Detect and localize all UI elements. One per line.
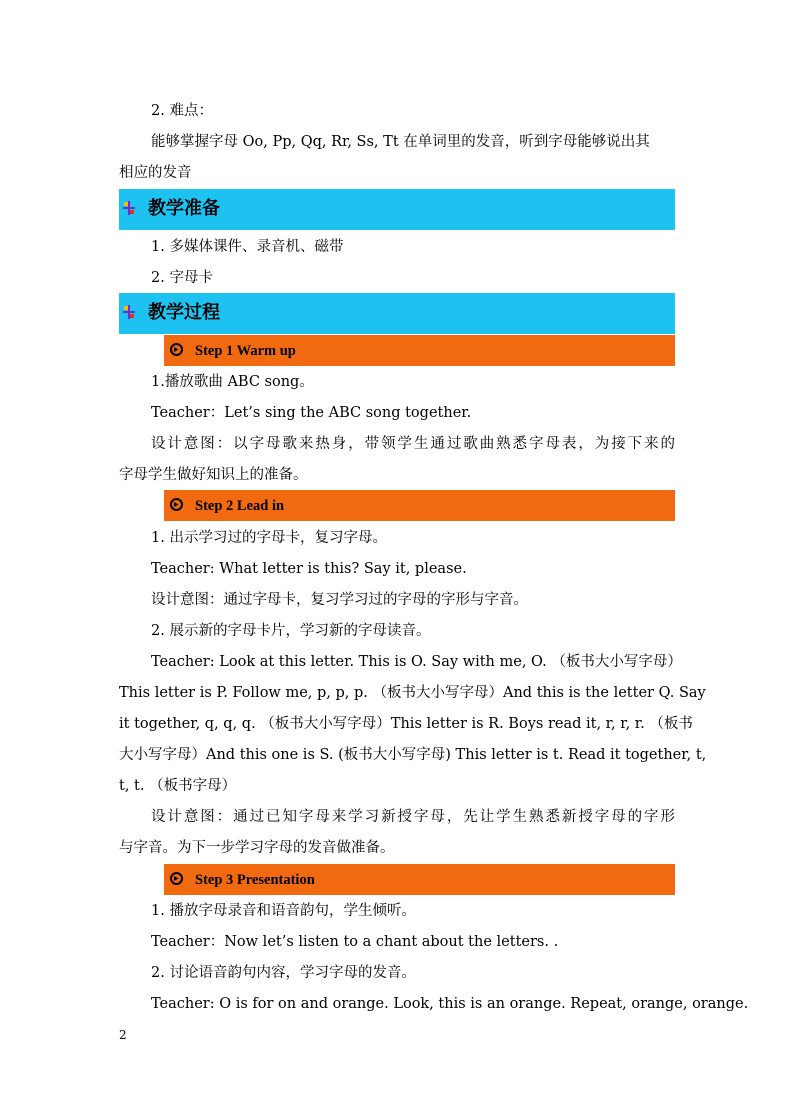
paragraph-line: 能够掌握字母 Oo, Pp, Qq, Rr, Ss, Tt 在单词里的发音，听到字母能够说出其: [151, 134, 650, 150]
circle-arrow-icon: [170, 343, 183, 356]
step-title: Step 1 Warm up: [195, 343, 296, 359]
circle-arrow-icon: [170, 498, 183, 511]
paragraph-line: Teacher：Let’s sing the ABC song together.: [151, 405, 472, 421]
page-number: 2: [119, 1028, 127, 1042]
step-heading-1: [164, 335, 675, 366]
paragraph-line: it together, q, q, q. （板书大小写字母）This letter is R. Boys read it, r, r, r. （板书: [119, 716, 693, 732]
paragraph-line: Teacher: What letter is this? Say it, please.: [151, 561, 467, 577]
paragraph-line: 1.播放歌曲 ABC song。: [151, 374, 314, 390]
paragraph-line: 字母学生做好知识上的准备。: [119, 467, 308, 483]
section-title: 教学过程: [148, 302, 220, 323]
bullet-marker-icon: [123, 201, 135, 215]
paragraph-line: 2. 讨论语音韵句内容，学习字母的发音。: [151, 965, 416, 981]
paragraph-line: 1. 多媒体课件、录音机、磁带: [151, 239, 344, 255]
paragraph-line: 设计意图：通过字母卡，复习学习过的字母的字形与字音。: [151, 592, 528, 608]
paragraph-line: 1. 播放字母录音和语音韵句，学生倾听。: [151, 903, 416, 919]
paragraph-line: This letter is P. Follow me, p, p, p. （板书大小写字母）And this is the letter Q. Say: [119, 685, 706, 701]
paragraph-line: 2. 字母卡: [151, 270, 213, 286]
step-title: Step 3 Presentation: [195, 872, 315, 888]
circle-arrow-icon: [170, 872, 183, 885]
paragraph-line: 设计意图：通过已知字母来学习新授字母，先让学生熟悉新授字母的字形: [151, 809, 675, 825]
section-title: 教学准备: [148, 198, 220, 219]
paragraph-line: 大小写字母）And this one is S. (板书大小写字母) This letter is t. Read it together, t,: [119, 747, 707, 763]
paragraph-line: 与字音。为下一步学习字母的发音做准备。: [119, 840, 395, 856]
section-heading-process: [119, 293, 675, 334]
paragraph-line: t, t. （板书字母）: [119, 778, 237, 794]
paragraph-line: Teacher: O is for on and orange. Look, this is an orange. Repeat, orange, orange.: [151, 996, 749, 1012]
step-heading-2: [164, 490, 675, 521]
step-title: Step 2 Lead in: [195, 498, 285, 514]
paragraph-line: 1. 出示学习过的字母卡，复习字母。: [151, 530, 387, 546]
paragraph-line: Teacher: Look at this letter. This is O. Say with me, O. （板书大小写字母）: [151, 654, 682, 670]
paragraph-line: 2. 难点：: [151, 103, 213, 119]
step-heading-3: [164, 864, 675, 895]
paragraph-line: 相应的发音: [119, 165, 192, 181]
paragraph-line: 设计意图：以字母歌来热身，带领学生通过歌曲熟悉字母表，为接下来的: [151, 436, 675, 452]
section-heading-prep: [119, 189, 675, 230]
bullet-marker-icon: [123, 305, 135, 319]
paragraph-line: Teacher：Now let’s listen to a chant about the letters. .: [151, 934, 559, 950]
paragraph-line: 2. 展示新的字母卡片，学习新的字母读音。: [151, 623, 431, 639]
